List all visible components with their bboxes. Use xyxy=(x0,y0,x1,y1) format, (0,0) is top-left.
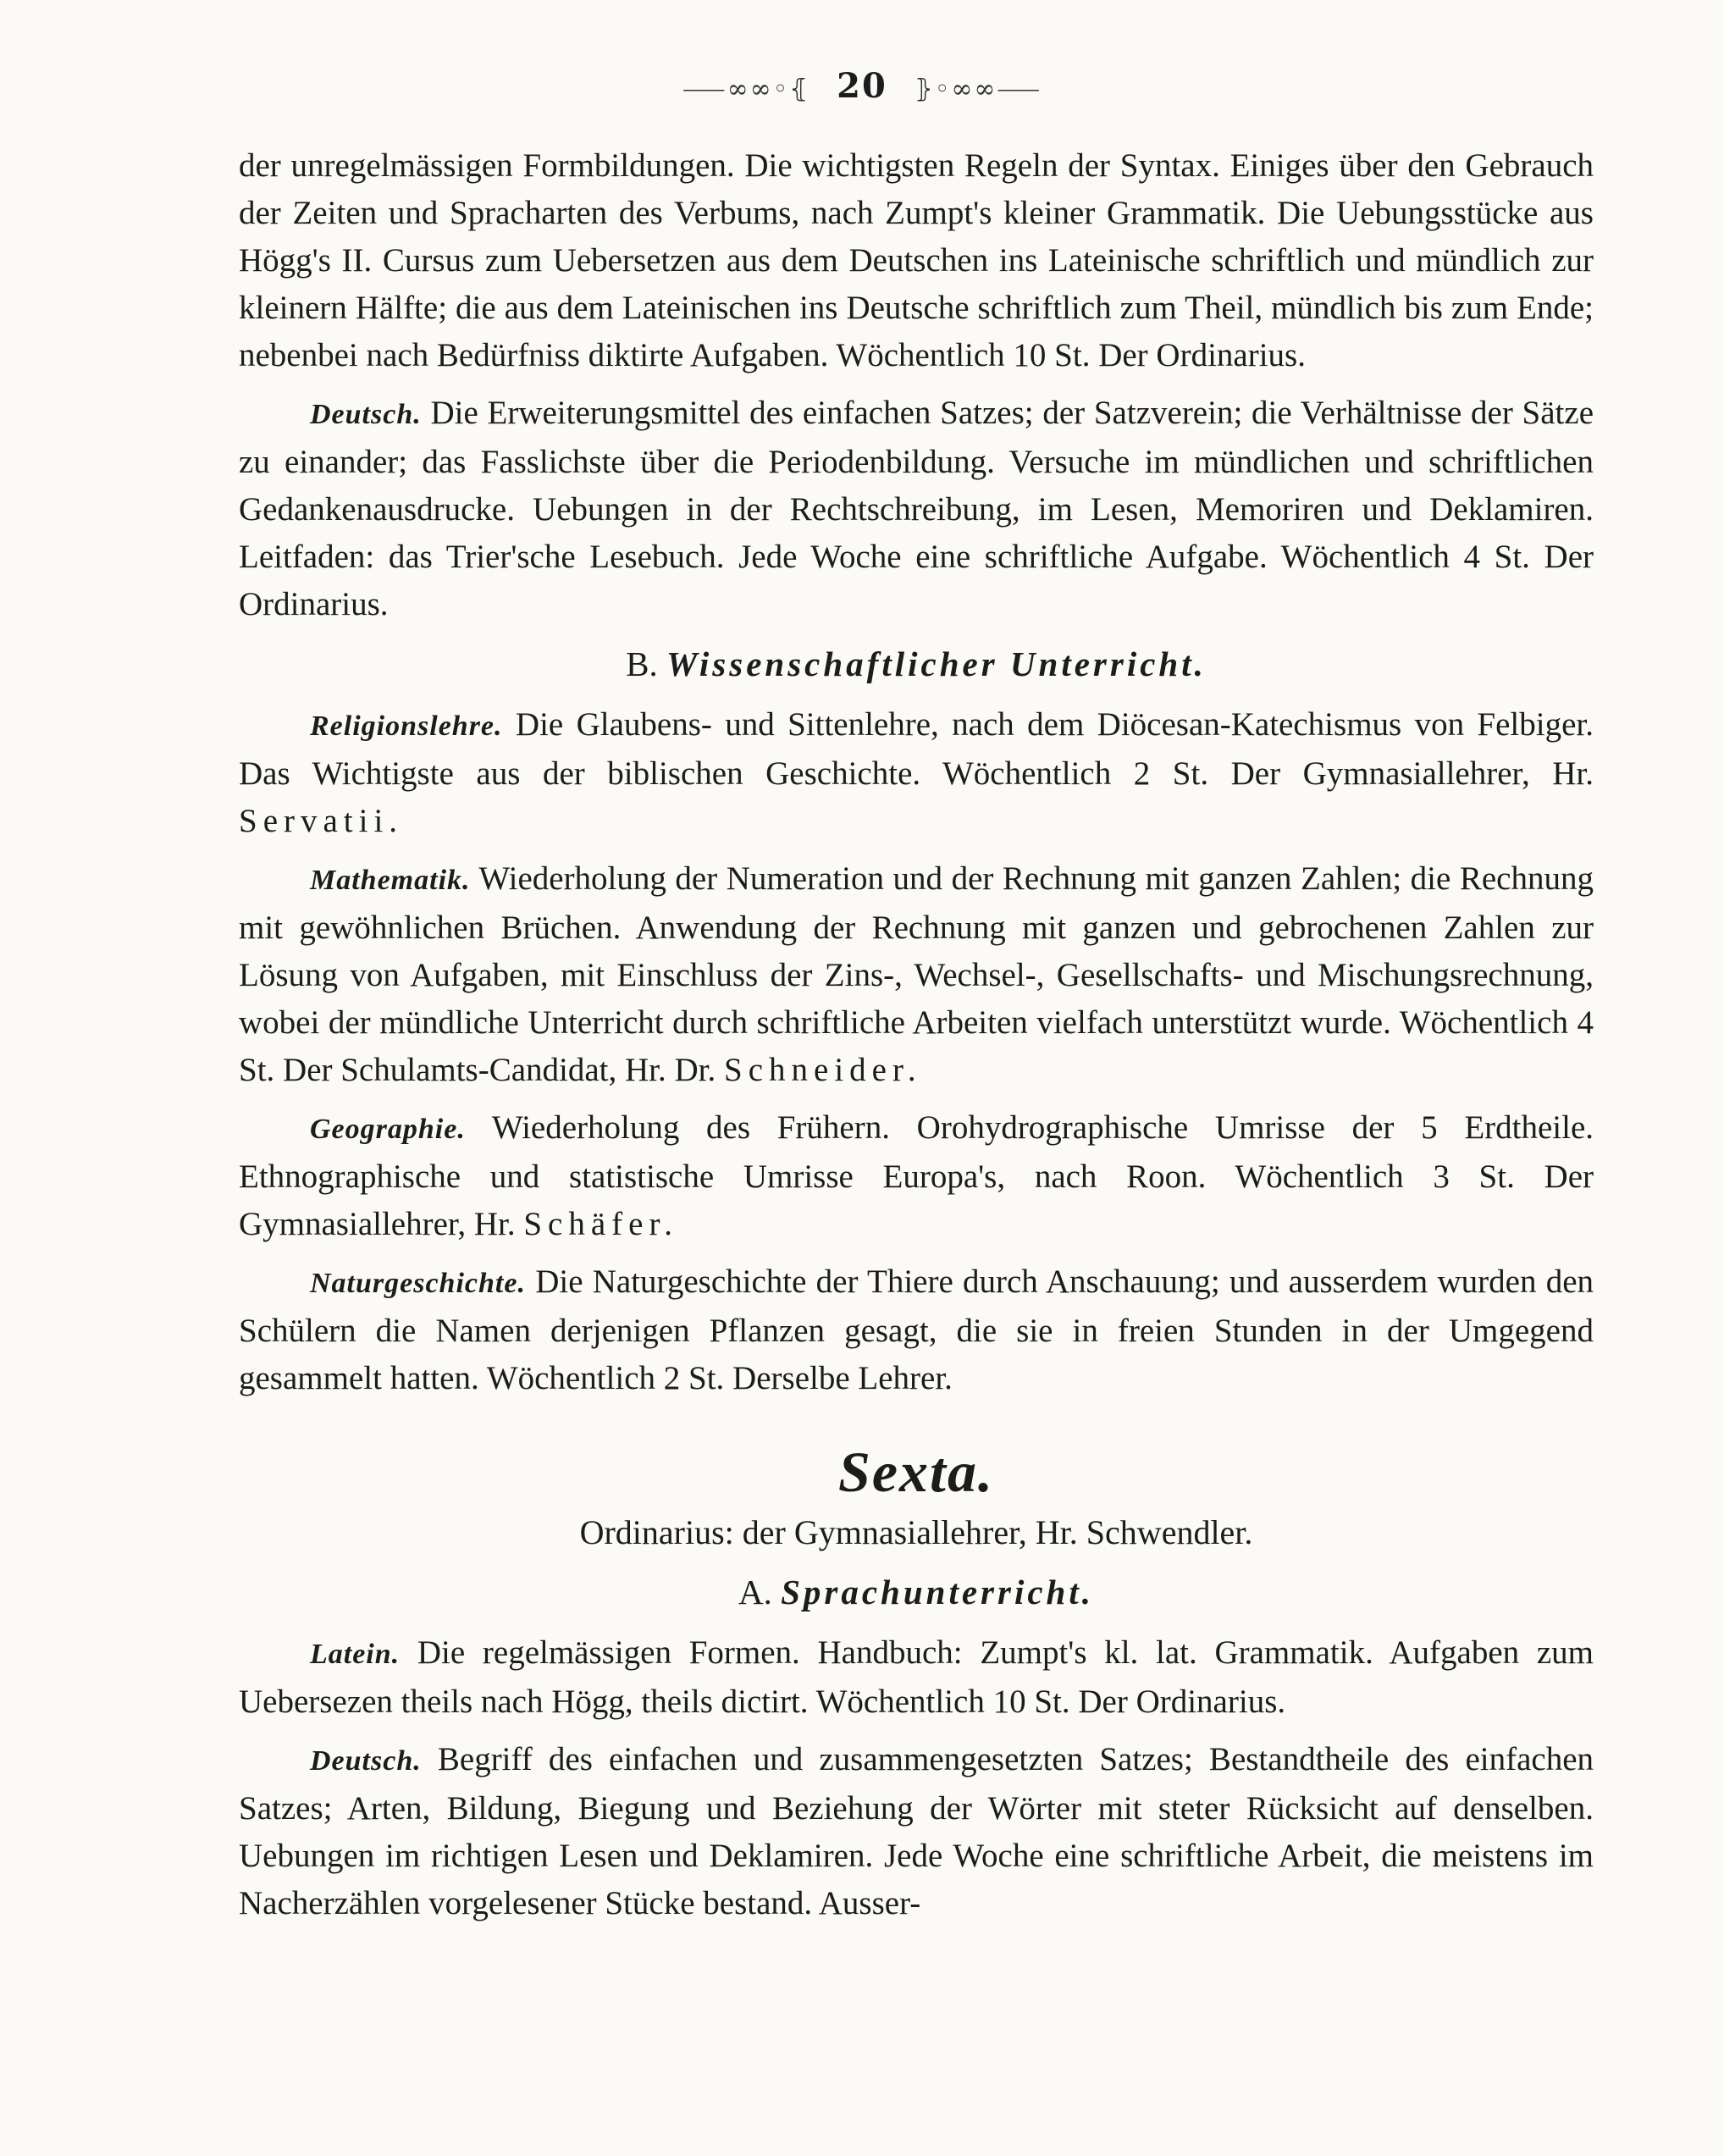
paragraph-text: Die Erweiterungsmittel des einfachen Satzes; der Satzverein; die Verhältnisse der Sätze zu einander; das Fasslichste über die Periodenbildung. Versuche im mündlichen und schriftlichen Gedankenausdrucke. Uebungen in der Rechtschreibung, im Lesen, Memoriren und Deklamiren. Leitfaden: das Trier'sche Lesebuch. Jede Woche eine schriftliche Aufgabe. Wöchentlich 4 St. Der Ordinarius. xyxy=(239,395,1594,622)
teacher-name: Schneider. xyxy=(724,1052,922,1088)
paragraph-mathematik xyxy=(239,855,1594,1094)
paragraph-religionslehre xyxy=(239,701,1594,845)
page-number: 20 xyxy=(837,66,887,106)
paragraph-text: Wiederholung des Frühern. Orohydrographische Umrisse der 5 Erdtheile. Ethnographische und statistische Umrisse Europa's, nach Roon. Wöchentlich 3 St. Der Gymnasiallehrer, Hr. xyxy=(239,1109,1594,1242)
paragraph-text: Die regelmässigen Formen. Handbuch: Zumpt's kl. lat. Grammatik. Aufgaben zum Uebersezen theils nach Högg, theils dictirt. Wöchentlich 10 St. Der Ordinarius. xyxy=(239,1634,1594,1720)
subject-label-deutsch: Deutsch. xyxy=(310,1745,422,1777)
paragraph-deutsch-sexta xyxy=(239,1736,1594,1927)
subject-label-naturgeschichte: Naturgeschichte. xyxy=(310,1268,526,1299)
page-header xyxy=(0,66,1724,106)
paragraph-latein-sexta xyxy=(239,1629,1594,1726)
paragraph-latin-continued: der unregelmässigen Formbildungen. Die wichtigsten Regeln der Syntax. Einiges über den Gebrauch der Zeiten und Spracharten des Verbums, nach Zumpt's kleiner Grammatik. Die Uebungsstücke aus Högg's II. Cursus zum Uebersetzen aus dem Deutschen ins Lateinische schriftlich und mündlich zur kleinern Hälfte; die aus dem Lateinischen ins Deutsche schriftlich zum Theil, mündlich bis zum Ende; nebenbei nach Bedürfniss diktirte Aufgaben. Wöchentlich 10 St. Der Ordinarius. xyxy=(239,147,1594,373)
subject-label-deutsch: Deutsch. xyxy=(310,399,422,430)
section-title-sexta: Sexta. xyxy=(838,1440,994,1504)
ornament-left: ⸺∞∞◦⦃ xyxy=(682,75,810,104)
subject-label-latein: Latein. xyxy=(310,1639,401,1670)
paragraph-geographie xyxy=(239,1104,1594,1248)
heading-letter: A. xyxy=(738,1573,772,1611)
heading-letter: B. xyxy=(626,644,658,683)
subject-label-religionslehre: Religionslehre. xyxy=(310,710,503,742)
paragraph-text: Die Naturgeschichte der Thiere durch Anschauung; und ausserdem wurden den Schülern die Namen derjenigen Pflanzen gesagt, die sie in freien Stunden in der Umgegend gesammelt hatten. Wöchentlich 2 St. Derselbe Lehrer. xyxy=(239,1263,1594,1396)
heading-title: Wissenschaftlicher Unterricht. xyxy=(666,644,1207,683)
ordinarius-line: Ordinarius: der Gymnasiallehrer, Hr. Schwendler. xyxy=(579,1513,1253,1551)
subject-label-geographie: Geographie. xyxy=(310,1114,466,1145)
body-text xyxy=(239,142,1594,1938)
paragraph-deutsch-quinta xyxy=(239,390,1594,628)
paragraph-naturgeschichte xyxy=(239,1258,1594,1402)
paragraph-text: Die Glaubens- und Sittenlehre, nach dem Diöcesan-Katechismus von Felbiger. Das Wichtigste aus der biblischen Geschichte. Wöchentlich 2 St. Der Gymnasiallehrer, Hr. xyxy=(239,706,1594,792)
ornament-right: ⦄◦∞∞⸺ xyxy=(914,75,1042,104)
paragraph-text: Begriff des einfachen und zusammengesetzten Satzes; Bestandtheile des einfachen Satzes; Arten, Bildung, Biegung und Beziehung der Wörter mit steter Rücksicht auf denselben. Uebungen im richtigen Lesen und Deklamiren. Jede Woche eine schriftliche Arbeit, die meistens im Nacherzählen vorgelesener Stücke bestand. Ausser- xyxy=(239,1741,1594,1921)
heading-title: Sprachunterricht. xyxy=(781,1573,1094,1611)
paragraph-text: Wiederholung der Numeration und der Rechnung mit ganzen Zahlen; die Rechnung mit gewöhnlichen Brüchen. Anwendung der Rechnung mit ganzen und gebrochenen Zahlen zur Lösung von Aufgaben, mit Einschluss der Zins-, Wechsel-, Gesellschafts- und Mischungsrechnung, wobei der mündliche Unterricht durch schriftliche Arbeiten vielfach unterstützt wurde. Wöchentlich 4 St. Der Schulamts-Candidat, Hr. Dr. xyxy=(239,860,1594,1088)
teacher-name: Schäfer. xyxy=(523,1206,679,1242)
teacher-name: Servatii. xyxy=(239,803,404,839)
subject-label-mathematik: Mathematik. xyxy=(310,865,471,896)
heading-wissenschaftlicher-unterricht xyxy=(239,640,1594,688)
heading-sprachunterricht xyxy=(239,1568,1594,1616)
